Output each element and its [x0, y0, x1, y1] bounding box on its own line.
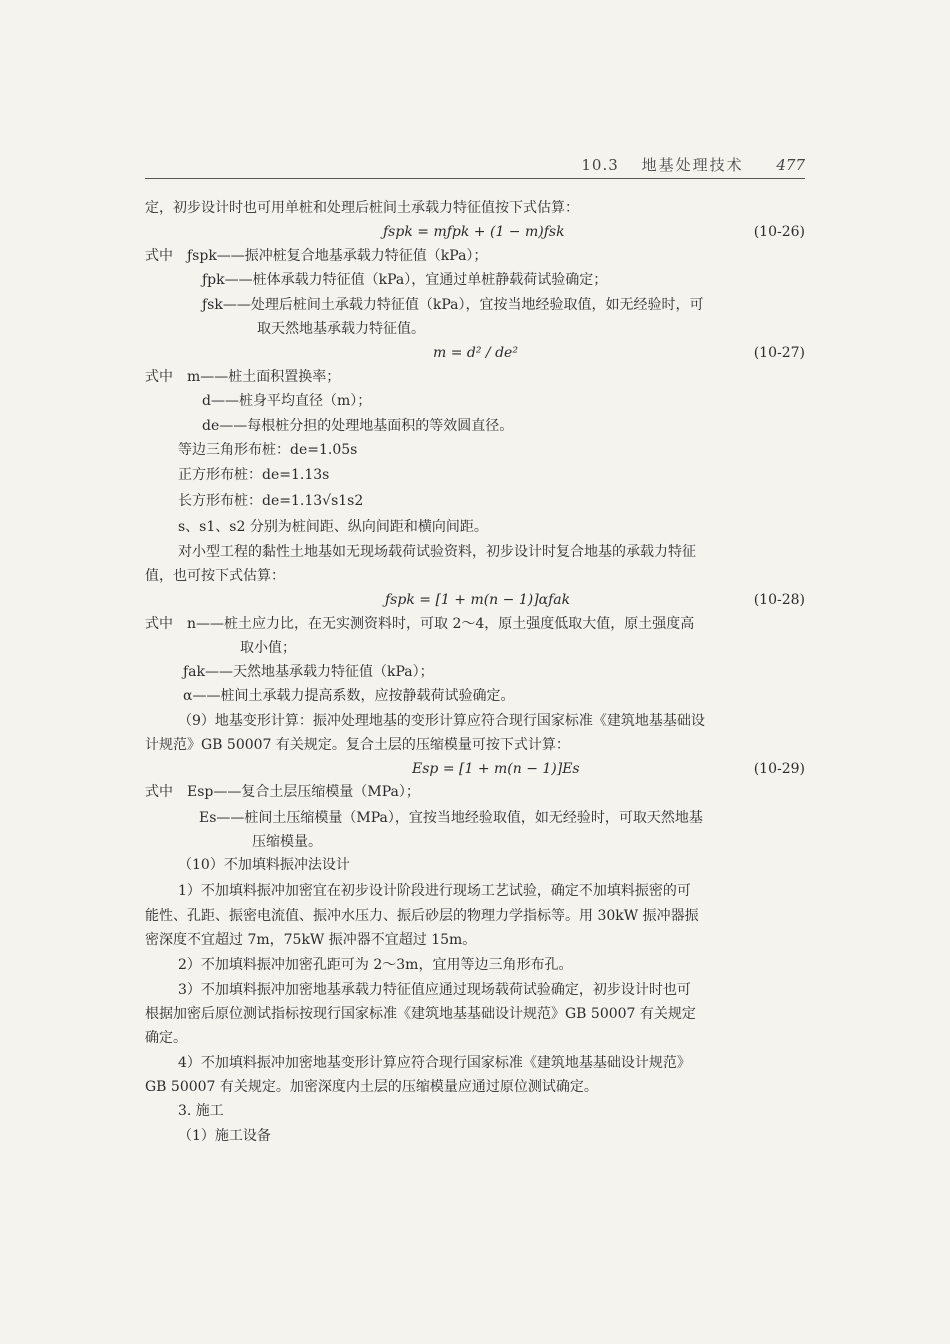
text-line: 等边三角形布桩：de=1.05s [178, 442, 358, 458]
text-line: ƒak——天然地基承载力特征值（kPa）； [183, 664, 434, 680]
text-line: 能性、孔距、振密电流值、振冲水压力、振后砂层的物理力学指标等。用 30kW 振冲器振 [145, 908, 699, 924]
running-header [145, 150, 805, 179]
text-line: 定，初步设计时也可用单桩和处理后桩间土承载力特征值按下式估算： [145, 200, 579, 216]
equation-number: (10-27) [753, 345, 805, 361]
header-section-number: 10.3 [581, 156, 619, 174]
equation: m = d² / de² [433, 345, 518, 361]
text-line: 1）不加填料振冲加密宜在初步设计阶段进行现场工艺试验，确定不加填料振密的可 [178, 883, 691, 899]
text-line: 3. 施工 [178, 1103, 224, 1119]
text-line: 压缩模量。 [252, 834, 322, 850]
text-line: 3）不加填料振冲加密地基承载力特征值应通过现场载荷试验确定，初步设计时也可 [178, 982, 691, 998]
text-line: 取小值； [240, 640, 296, 656]
text-line: 式中 ƒspk——振冲桩复合地基承载力特征值（kPa）； [145, 248, 488, 264]
text-line: 密深度不宜超过 7m，75kW 振冲器不宜超过 15m。 [145, 932, 477, 948]
text-line: 2）不加填料振冲加密孔距可为 2～3m，宜用等边三角形布孔。 [178, 957, 573, 973]
page-number: 477 [776, 156, 805, 174]
equation-number: (10-28) [753, 592, 805, 608]
text-line: 4）不加填料振冲加密地基变形计算应符合现行国家标准《建筑地基基础设计规范》 [178, 1055, 691, 1071]
text-line: ƒsk——处理后桩间土承载力特征值（kPa），宜按当地经验取值，如无经验时，可 [202, 297, 704, 313]
text-line: 确定。 [145, 1030, 187, 1046]
text-line: 取天然地基承载力特征值。 [257, 321, 425, 337]
text-line: （10）不加填料振冲法设计 [178, 857, 350, 873]
text-line: （1）施工设备 [178, 1128, 271, 1144]
text-line: 值，也可按下式估算： [145, 568, 285, 584]
text-line: 式中 m——桩土面积置换率； [145, 369, 341, 385]
text-line: 式中 Esp——复合土层压缩模量（MPa）； [145, 784, 420, 800]
text-line: 正方形布桩：de=1.13s [178, 467, 330, 483]
text-line: 计规范》GB 50007 有关规定。复合土层的压缩模量可按下式计算： [145, 737, 570, 753]
equation: Esp = [1 + m(n − 1)]Es [412, 761, 580, 777]
text-line: （9）地基变形计算：振冲处理地基的变形计算应符合现行国家标准《建筑地基基础设 [178, 713, 705, 729]
text-line: s、s1、s2 分别为桩间距、纵向间距和横向间距。 [178, 519, 488, 535]
text-line: 根据加密后原位测试指标按现行国家标准《建筑地基基础设计规范》GB 50007 有关规定 [145, 1006, 696, 1022]
header-chapter-title: 地基处理技术 [641, 156, 744, 174]
text-line: GB 50007 有关规定。加密深度内土层的压缩模量应通过原位测试确定。 [145, 1079, 598, 1095]
equation-number: (10-29) [753, 761, 805, 777]
equation: ƒspk = mƒpk + (1 − m)ƒsk [383, 224, 565, 240]
text-line: Es——桩间土压缩模量（MPa），宜按当地经验取值，如无经验时，可取天然地基 [199, 810, 703, 826]
text-line: d——桩身平均直径（m）； [202, 393, 372, 409]
text-line: 对小型工程的黏性土地基如无现场载荷试验资料，初步设计时复合地基的承载力特征 [178, 544, 696, 560]
text-line: 长方形布桩：de=1.13√s1s2 [178, 493, 364, 509]
equation-number: (10-26) [753, 224, 805, 240]
text-line: α——桩间土承载力提高系数，应按静载荷试验确定。 [183, 688, 515, 704]
text-line: 式中 n——桩土应力比，在无实测资料时，可取 2～4，原土强度低取大值，原土强度高 [145, 616, 695, 632]
equation: ƒspk = [1 + m(n − 1)]αƒak [385, 592, 571, 608]
text-line: ƒpk——桩体承载力特征值（kPa），宜通过单桩静载荷试验确定； [202, 272, 608, 288]
text-line: de——每根桩分担的处理地基面积的等效圆直径。 [202, 418, 514, 434]
